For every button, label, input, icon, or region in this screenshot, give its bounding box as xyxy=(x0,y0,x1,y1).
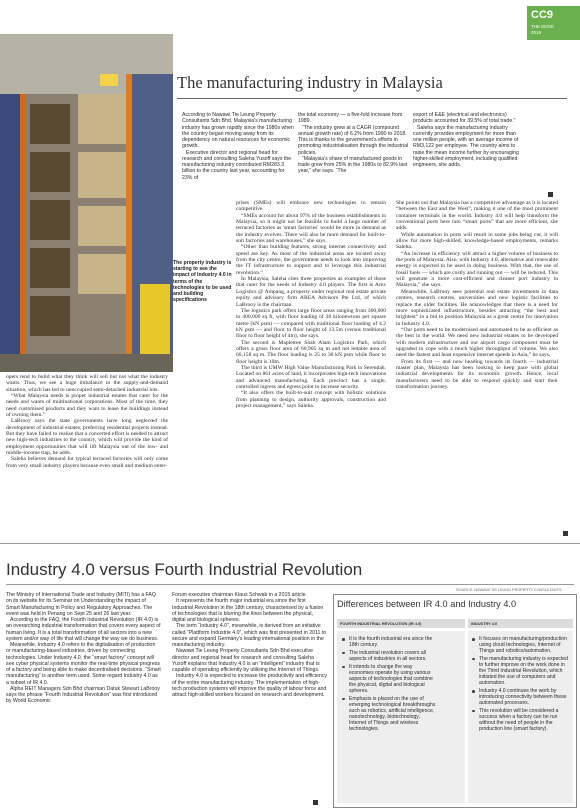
paragraph: According to Nawawi Tie Leung Property Consultants Sdn Bhd, Malaysia's manufacturing industry has grown rapidly since the 1980s when the country began moving away from its dependency on natural resources for economic growth. xyxy=(182,112,294,150)
paragraph: Nawawi Tie Leung Property Consultants Sdn Bhd executive director and regional head for research and consulting Saleha Yusoff explains that Industry 4.0 is an “intelligent” industry that is capable of operating efficiently by utilising the Internet of Things. xyxy=(172,648,320,673)
paragraph: From its first — and now heading towards its fourth — industrial master plan, Malaysia has been looking to keep pace with global industrial developments for its economic growth. Hence, local manufacturers need to be able to respond quickly and start their transformation journey. xyxy=(396,358,558,390)
paragraph: Executive director and regional head for research and consulting Saleha Yusoff says the manufacturing industry contributed RM283.3 billion to the country last year, accounting for 23% of xyxy=(182,149,292,181)
paragraph: “Our ports need to be modernised and automated to be as efficient as the best in the world. We need new industrial estates to be developed with modern infrastructure and our airport cargo component must be upgraded to cope with a much higher throughput of volume. We also need the fastest and least expensive internet speeds in Asia,” he says. xyxy=(396,326,558,359)
header-label: INDUSTRY 4.0 xyxy=(471,621,498,626)
paragraph: Saleha says the manufacturing industry currently provides employment for more than one million people, with an average income of RM3,122 per employee. The country aims to raise the mean income further by encouraging higher-skilled employment, including qualified engineers, she adds. xyxy=(413,124,519,168)
paragraph: “Malaysia's share of manufactured goods in trade grew from 25% in the 1980s to 82.9% last year,” she says. “The xyxy=(298,155,408,175)
paragraph: The Ministry of International Trade and Industry (MITI) has a FAQ on its website for its Seminar on Understanding the impact of Smart Manufacturing in Policy and Regulatory Approaches. The event was held in Penang on Sept 25 and 26 last year. xyxy=(6,592,156,617)
section-divider xyxy=(0,543,580,544)
paragraph: Industry 4.0 is expected to increase the productivity and efficiency of the entire manufacturing industry. The implementation of high-tech production systems will improve the quality of labour force and attract high-skilled workers focused on research and development. xyxy=(172,673,328,698)
comparison-box xyxy=(333,594,577,808)
header-label: FOURTH INDUSTRIAL REVOLUTION (IR 4.0) xyxy=(340,621,422,626)
paragraph: LaBrooy says the state governments have long neglected the development of industrial estates, preferring residential projects instead. But they have failed to realise that a concerted effort is needed to attract new high-tech industries to the country, which will provide the kind of employment opportunities that will lift Malaysia out of the low- and middle-income trap, he adds. xyxy=(6,418,168,457)
paragraph: The term “Industry 4.0”, meanwhile, is derived from an initiative called “Plattform Industrie 4.0”, which was first presented in 2011 to secure and expand Germany's leading international position in the manufacturing industry. xyxy=(172,623,327,648)
end-mark xyxy=(313,800,318,805)
list-item: It is the fourth industrial era since the 18th century. xyxy=(341,636,437,648)
list-item: Industry 4.0 continues the work by introducing connectivity between these automated processes. xyxy=(471,688,570,706)
bottom-article-title: Industry 4.0 versus Fourth Industrial Revolution xyxy=(6,560,363,579)
issue-year: 2019 xyxy=(531,30,542,35)
table-right-cell xyxy=(468,631,573,803)
body-col-a xyxy=(6,374,168,469)
paragraph: opers tend to build what they think will sell but not what the industry wants. Thus, we see a huge imbalance in the supply-and-demand situation, which has led to unoccupied semi-detached industrial lots. xyxy=(6,374,168,393)
bottom-title-rule xyxy=(6,584,574,585)
paragraph: prises (SMEs) will embrace new technologies to remain competitive. xyxy=(236,200,386,213)
paragraph: Meanwhile, Industry 4.0 refers to the digitalisation of production or manufacturing-based industries, driven by connecting technologies. Under Industry 4.0, the “smart factory” concept will see cyber physical systems monitor the real-time physical progress of a factory and being able to make decentralised decisions. “Smart manufacturing” is another term used. Some regard Industry 4.0 as a subset of IR 4.0. xyxy=(6,642,161,686)
page-code: CC9 xyxy=(531,9,554,21)
paragraph: She points out that Malaysia has a competitive advantage as it is located “between the East and the West”, making it one of the most prominent container terminals in the world. Industry 4.0 will help transform the conventional ports here into “smart ports” that are more efficient, she adds. xyxy=(396,200,558,232)
warehouse-photo xyxy=(0,34,173,372)
paragraph: “It also offers the built-to-suit concept with holistic solutions from planning to design, authority approvals, construction and project management,” says Saleha. xyxy=(236,390,386,409)
paragraph: Forum executive chairman Klaus Schwab in a 2015 article. xyxy=(172,592,307,598)
paragraph: The second is Mapletree Shah Alam Logistics Park, which offers a gross floor area of 60,905 sq m and net lettable area of 60,158 sq m. The floor loading is 25 to 30 kN psm while floor to floor height is 10m. xyxy=(236,339,386,365)
paragraph: the total economy — a five-fold increase from 1989. xyxy=(298,112,403,125)
paragraph: It represents the fourth major industrial era since the first Industrial Revolution in the 18th century, characterised by a fusion of technologies that is blurring the lines between the physical, digital and biological spheres. xyxy=(172,598,324,623)
end-mark xyxy=(563,531,568,536)
bottom-article-col1 xyxy=(6,592,161,705)
list-item: It intends to change the way economies operate by using various aspects of technologies that combine the physical, digital and biological spheres. xyxy=(341,664,437,694)
body-col-c xyxy=(396,200,558,390)
page-tab xyxy=(527,6,580,40)
paragraph: While automation in ports will result in some jobs being cut, it will allow for more high-skilled, knowledge-based employments, remarks Saleha. xyxy=(396,231,558,251)
paragraph: “An increase in efficiency will attract a higher volume of business to the ports of Malaysia. Also, with Industry 4.0, alternative and renewable energy is expected to be used in doing business. With that, the use of fossil fuels — which are costly and running out — will be reduced. This will generate a more cost-efficient and cleaner port industry in Malaysia,” she says. xyxy=(396,250,558,289)
table-header-right xyxy=(468,619,573,628)
list-item: The industrial revolution covers all aspects of industries in all sectors. xyxy=(341,650,437,662)
paragraph: The third is UMW High Value Manufacturing Park in Serendah. Located on 861 acres of land, it incorporates high-tech innovations and advanced manufacturing. Each precinct has a single, controlled ingress and egress point to increase security. xyxy=(236,364,386,390)
list-item: The manufacturing industry is expected to further improve on the work done in the Third Industrial Revolution, which initiated the use of computers and automation. xyxy=(471,656,570,686)
top-article-title: The manufacturing industry in Malaysia xyxy=(177,73,443,92)
issue-label: THE EDGE xyxy=(531,24,555,29)
paragraph: According to the FAQ, the Fourth Industrial Revolution (IR 4.0) is an overarching industrial transformation that covers every aspect of human living. It is a total transformation of all sectors into a new system and/or way of life that will change the way we do business. xyxy=(6,617,161,642)
photo-caption: The property industry is starting to see the impact of Industry 4.0 in terms of the technologies to be used and building specifications xyxy=(173,260,232,304)
top-article-col1 xyxy=(182,112,294,181)
list-item: Emphasis is placed on the use of emerging technological breakthroughs such as robotics, artificial intelligence, nanotechnology, biotechnology, Internet of Things and wireless technologies. xyxy=(341,696,437,733)
paragraph: “The industry grew at a CAGR (compound annual growth rate) of 6.2% from 1990 to 2018. This is thanks to the government's efforts in promoting industrialisation through the industrial policies. xyxy=(298,124,409,156)
paragraph: “SMEs account for about 97% of the business establishments in Malaysia, so it might not be feasible to build a huge number of terraced factories as 'smart factories' would be more in demand as the industry evolves. There will also be more demand for built-to-suit factories and warehouses,” she says. xyxy=(236,212,386,245)
table-left-cell xyxy=(337,631,465,803)
top-article-rule xyxy=(177,98,567,99)
paragraph: Meanwhile, LaBrooy sees potential real estate investments in data centres, research centres, universities and new logistic facilities to replace the older facilities. He acknowledges that there is a need for more sophisticated infrastructure, besides attracting “the best and brightest” in a bid to position Malaysia as a great centre for innovation in Industry 4.0. xyxy=(396,288,558,327)
top-article-col3 xyxy=(413,112,526,168)
paragraph: “What Malaysia needs is proper industrial estates that cater for the needs and wants of multinational corporations. Most of the time, they need customised products and they want to lease the buildings instead of owning them.” xyxy=(6,393,168,419)
paragraph: Alpha REIT Managers Sdn Bhd chairman Datuk Stewart LaBrooy says the phrase “Fourth Industrial Revolution” was first introduced by World Economic xyxy=(6,685,160,705)
paragraph: “Other than building features, strong internet connectivity and speed are key. As most of the industrial areas are located away from the city centre, the government needs to look into improving the IT infrastructure to support and to leverage this industrial revolution.” xyxy=(236,244,386,276)
table-title: Differences between IR 4.0 and Industry 4.0 xyxy=(337,599,517,609)
table-header-left xyxy=(337,619,465,628)
body-col-b xyxy=(236,200,386,409)
paragraph: The logistics park offers large floor areas ranging from 300,000 to 400,000 sq ft, with floor loading of 30 kilonewtons per square metre (kN psm) — compared with traditional floor loading of 4.2 kN psm — and floor to floor height of 13.5m (versus traditional floor to floor height of 4m), she says. xyxy=(236,307,386,340)
paragraph: In Malaysia, Saleha cites three properties as examples of those that cater for the needs of Industry 4.0 players. The first is Arex Logistics @ Ampang, a property under regional real estate private equity and advisory firm AREA Advisors Pte Ltd, of which LaBrooy is the chairman. xyxy=(236,276,386,308)
bottom-article-col2 xyxy=(172,592,327,698)
paragraph: export of E&E (electrical and electronics) products accounted for 39.5% of total trade.” xyxy=(413,112,516,125)
paragraph: Saleha believes demand for typical terraced factories will only come from very small industry players because even small and medium enter- xyxy=(6,456,168,469)
end-mark xyxy=(548,192,553,197)
list-item: This revolution will be considered a success when a factory can be run without the need of people in the production line (smart factory). xyxy=(471,708,570,732)
top-article-col2 xyxy=(298,112,410,175)
table-source: SOURCE: NAWAWI TIE LEUNG PROPERTY CONSULTANTS xyxy=(456,588,562,592)
warehouse-illustration xyxy=(0,34,173,372)
list-item: It focuses on manufacturing/production using cloud technologies, Internet of Things and robotics/automation. xyxy=(471,636,570,654)
